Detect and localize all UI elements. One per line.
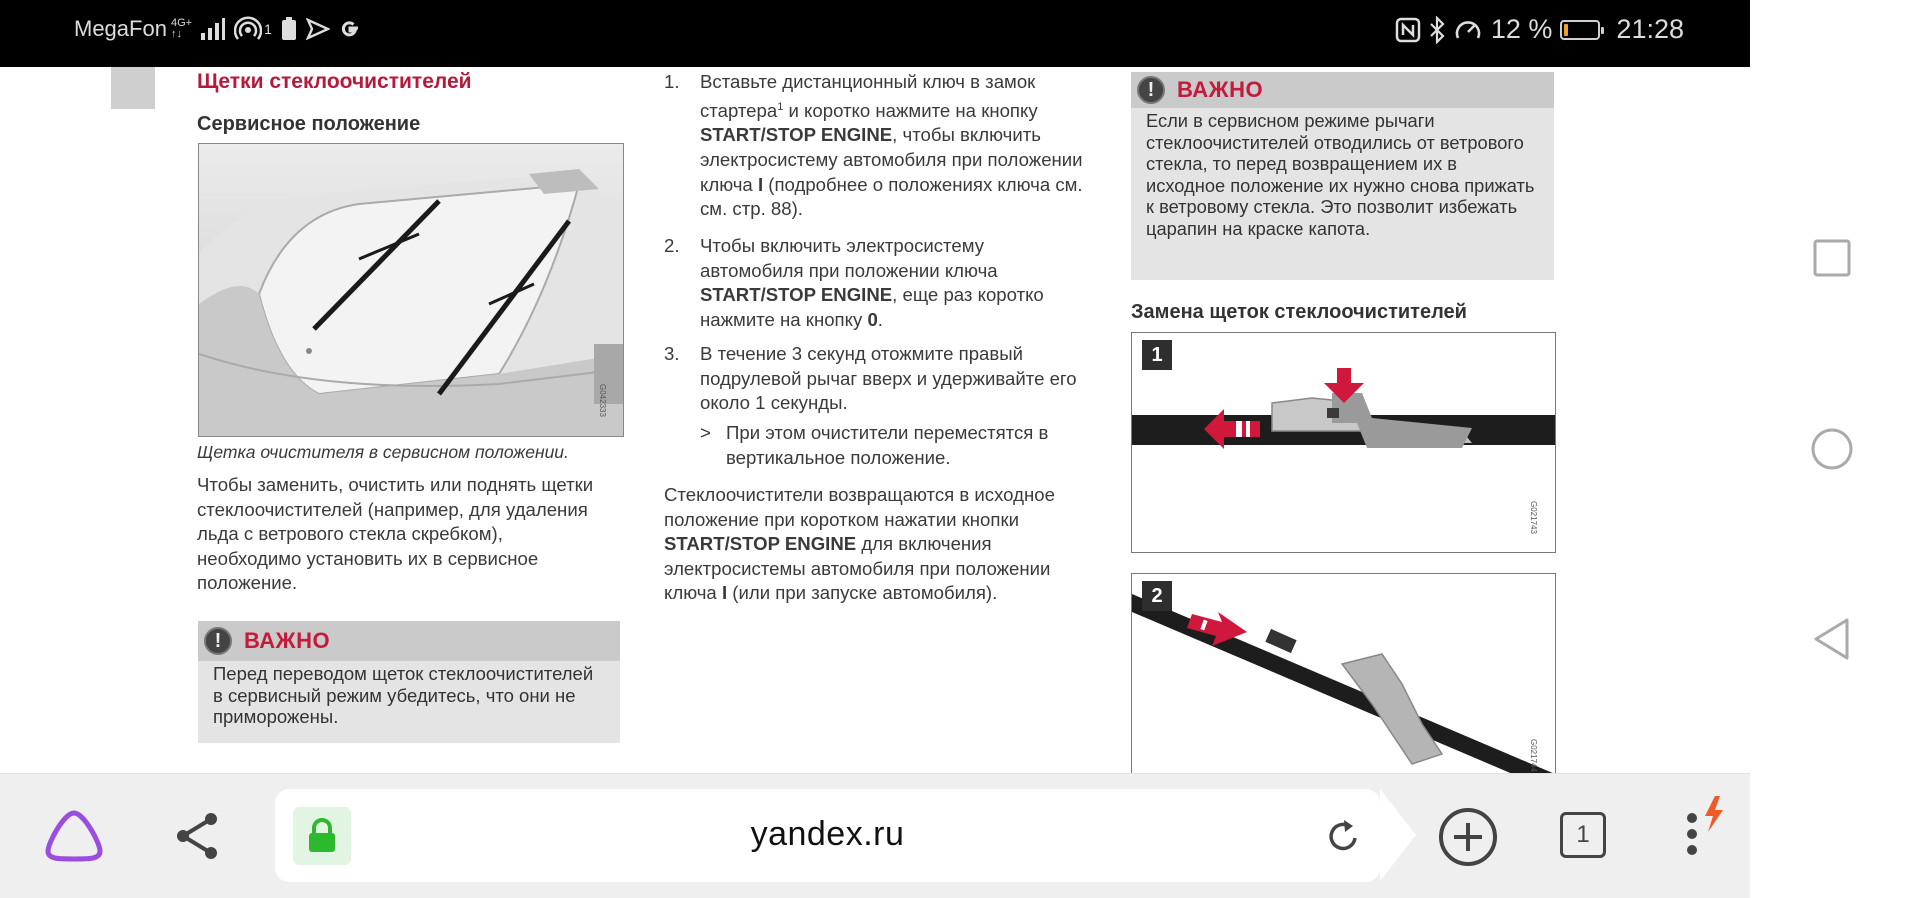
result-text: При этом очистители переместятся в вертикальное положение. <box>726 422 1049 468</box>
send-icon <box>306 17 330 41</box>
warning-icon: ! <box>1137 76 1165 104</box>
car-windshield-illustration <box>199 144 623 436</box>
figure-number: 1 <box>1142 340 1172 370</box>
wiper-blade-angled-illustration <box>1132 574 1555 773</box>
figure-2 <box>1131 573 1556 773</box>
tab-count: 1 <box>1576 821 1590 848</box>
warning-text: Перед переводом щеток стеклоочистителей в сервисный режим убедитесь, что они не приморожены. <box>213 663 594 727</box>
warning-title: ВАЖНО <box>244 628 331 653</box>
browser-toolbar <box>0 773 1750 898</box>
network-type: 4G+ ↑↓ <box>170 17 193 40</box>
status-left <box>74 16 362 42</box>
warning-icon: ! <box>204 627 232 655</box>
warning-box-left <box>198 621 620 743</box>
photo-caption: Щетка очистителя в сервисном положении. <box>197 442 569 462</box>
figure-code: G021743 <box>1529 501 1538 534</box>
share-icon <box>175 811 221 861</box>
circle-icon <box>1810 427 1854 471</box>
google-icon <box>338 17 362 41</box>
step-1-text: Вставьте дистанционный ключ в замок стартера$^1$ и коротко нажмите на кнопку START/STOP ENGINE, чтобы включить электросистему автомобиля при положении ключа I (подробнее о положениях ключа см. см. стр. 88). <box>700 71 1083 220</box>
hotspot-icon <box>234 16 262 42</box>
status-bar <box>0 0 1750 67</box>
carrier-name: MegaFon <box>74 16 167 41</box>
url-text[interactable]: yandex.ru <box>750 815 905 853</box>
share-button[interactable] <box>168 806 228 866</box>
back-button[interactable] <box>1780 587 1884 691</box>
battery-percent: 12 % <box>1490 14 1553 44</box>
warning-text: Если в сервисном режиме рычаги стеклоочистителей отводились от ветрового стекла, то перед возвращением их в исходное положение их нужно снова прижать к ветровому стекла. Это позволит избежать царапин на краске капота. <box>1146 110 1535 239</box>
tabs-button[interactable] <box>1556 808 1610 862</box>
figure-number: 2 <box>1142 581 1172 611</box>
recent-apps-button[interactable] <box>1780 206 1884 310</box>
tabs-icon <box>1560 812 1606 858</box>
warning-title: ВАЖНО <box>1177 77 1264 102</box>
status-right <box>1395 14 1684 45</box>
page-marker <box>111 67 155 109</box>
signal-icon <box>200 17 226 41</box>
new-tab-icon <box>1437 806 1499 868</box>
subsection-title: Сервисное положение <box>197 113 421 135</box>
wiper-service-photo <box>198 143 624 437</box>
battery-level <box>1564 24 1568 36</box>
system-navigation-bar <box>1750 0 1920 897</box>
step-2-text: Чтобы включить электросистему автомобиля при положении ключа START/STOP ENGINE, еще раз коротко нажмите на кнопку 0. <box>700 235 1044 330</box>
alice-button[interactable] <box>36 804 112 868</box>
replace-title: Замена щеток стеклоочистителей <box>1131 301 1467 323</box>
clock: 21:28 <box>1616 14 1684 44</box>
alice-icon <box>44 809 104 863</box>
warning-header <box>1131 72 1554 108</box>
new-tab-button[interactable] <box>1432 802 1504 872</box>
figure-1 <box>1131 332 1556 553</box>
wiper-blade-illustration <box>1132 333 1555 552</box>
return-paragraph: Стеклоочистители возвращаются в исходное положение при коротком нажатии кнопки START/STOP ENGINE для включения электросистемы автомобиля при положении ключа I (или при запуске автомобиля). <box>664 484 1055 604</box>
sim-icon <box>280 16 298 42</box>
nfc-icon <box>1395 17 1421 43</box>
figure-code: G021744 <box>1529 739 1538 772</box>
document-page[interactable] <box>0 67 1750 773</box>
home-button[interactable] <box>1780 397 1884 501</box>
reload-button[interactable] <box>1318 811 1368 861</box>
step-number: 2. <box>664 235 680 256</box>
menu-button[interactable] <box>1675 792 1731 872</box>
hotspot-count: 1 <box>264 21 272 37</box>
address-bar[interactable] <box>275 789 1380 882</box>
data-saver-icon <box>1453 16 1483 44</box>
section-title: Щетки стеклоочистителей <box>197 70 472 93</box>
step-3-text: В течение 3 секунд отожмите правый подрулевой рычаг вверх и удерживайте его около 1 секунды. <box>700 343 1077 414</box>
square-icon <box>1812 238 1852 278</box>
result-marker: > <box>700 422 711 443</box>
reload-icon <box>1325 817 1361 855</box>
warning-box-right <box>1131 72 1554 280</box>
left-paragraph: Чтобы заменить, очистить или поднять щетки стеклоочистителей (например, для удаления льда с ветрового стекла скребком), необходимо установить их в сервисное положение. <box>197 474 594 594</box>
bluetooth-icon <box>1429 16 1445 44</box>
step-number: 3. <box>664 343 680 364</box>
photo-code: G042333 <box>598 384 607 417</box>
battery-icon <box>1560 20 1600 40</box>
step-number: 1. <box>664 71 680 92</box>
menu-icon <box>1675 792 1731 872</box>
warning-header <box>198 621 620 661</box>
back-triangle-icon <box>1812 617 1852 661</box>
